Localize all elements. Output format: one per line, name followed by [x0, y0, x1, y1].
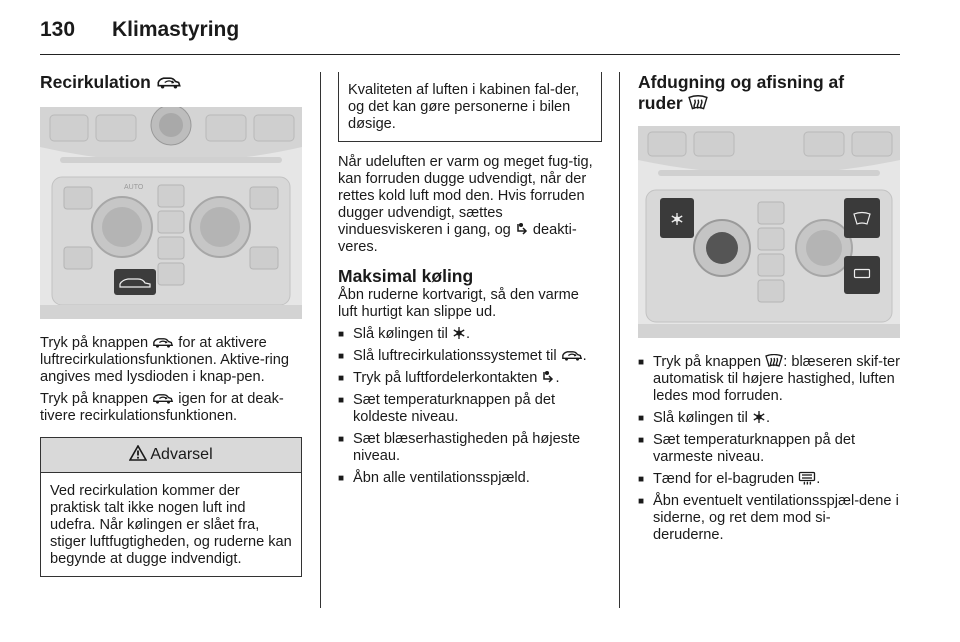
airflow-distribution-icon	[515, 222, 529, 236]
list-item: ■ Slå luftrecirkulationssystemet til .	[338, 348, 602, 365]
list-item: ■ Sæt blæserhastigheden på højeste niveau.	[338, 431, 602, 465]
column-max-cooling	[338, 72, 602, 492]
list-item: ■ Tænd for el-bagruden .	[638, 471, 900, 488]
page-header	[40, 14, 900, 55]
warning-header	[41, 438, 301, 473]
section-heading-recirculation	[40, 72, 302, 93]
heading-line-2: ruder	[638, 93, 683, 113]
list-item: ■ Åbn eventuelt ventilationsspjæl-dene i siderne, og ret dem mod si-deruderne.	[638, 493, 900, 544]
recirc-paragraph-2: Tryk på knappen igen for at deak-tivere recirkulationsfunktionen.	[40, 391, 284, 424]
panel-auto-label: AUTO	[124, 184, 144, 191]
heading-line-1: Afdugning og afisning af	[638, 72, 845, 92]
fogging-paragraph: Når udeluften er varm og meget fug-tig, kan forruden dugge udvendigt, når der rettes kold luft mod den. Hvis forruden dugger udvendigt, sættes vinduesviskeren i gang, og deakti-veres.	[338, 154, 593, 255]
list-item: ■ Slå kølingen til .	[638, 410, 900, 427]
recirculation-icon	[156, 75, 182, 90]
column-defrost	[638, 72, 900, 549]
page-number: 130	[40, 18, 76, 41]
warning-title: Advarsel	[150, 446, 213, 463]
windscreen-defrost-icon	[688, 95, 708, 111]
list-item: ■ Tryk på luftfordelerkontakten .	[338, 370, 602, 387]
recirculation-icon	[152, 392, 174, 405]
defrost-steps	[638, 354, 900, 544]
windscreen-defrost-icon	[765, 354, 783, 368]
rear-window-heater-icon	[798, 471, 816, 485]
recirc-paragraph-1: Tryk på knappen for at aktivere luftrecirkulationsfunktionen. Aktive-ring angives med lysdioden i knap-pen.	[40, 335, 290, 385]
recirculation-icon	[152, 336, 174, 349]
warning-box	[40, 437, 302, 577]
recirculation-icon	[561, 349, 583, 362]
warning-triangle-icon	[129, 445, 147, 461]
climate-panel-photo-defrost	[638, 126, 900, 338]
section-heading-defrost	[638, 72, 900, 114]
list-item: ■ Sæt temperaturknappen på det varmeste niveau.	[638, 432, 900, 466]
list-item: ■ Sæt temperaturknappen på det koldeste niveau.	[338, 392, 602, 426]
climate-panel-photo-recirc	[40, 107, 302, 319]
list-item: ■ Slå kølingen til .	[338, 326, 602, 343]
airflow-distribution-icon	[541, 370, 555, 384]
column-divider-2	[619, 72, 620, 608]
list-item: ■ Tryk på knappen : blæseren skif-ter automatisk til højere hastighed, luften ledes mod forruden.	[638, 354, 900, 405]
snowflake-icon	[752, 410, 766, 424]
warning-text: Ved recirkulation kommer der praktisk talt ikke nogen luft ind udefra. Når kølingen er slået fra, stiger luftfugtigheden, og ruderne kan begynde at dugge indvendigt.	[50, 483, 292, 567]
snowflake-icon	[452, 326, 466, 340]
column-divider-1	[320, 72, 321, 608]
max-cooling-intro: Åbn ruderne kortvarigt, så den varme luft hurtigt kan slippe ud.	[338, 287, 579, 320]
column-recirculation	[40, 72, 302, 577]
chapter-title: Klimastyring	[112, 18, 240, 41]
heading-text: Recirkulation	[40, 72, 151, 92]
list-item: ■ Åbn alle ventilationsspjæld.	[338, 470, 602, 487]
note-box: Kvaliteten af luften i kabinen fal-der, og det kan gøre personerne i bilen døsige.	[338, 72, 602, 142]
section-heading-max-cooling: Maksimal køling	[338, 266, 474, 286]
max-cooling-steps	[338, 326, 602, 487]
